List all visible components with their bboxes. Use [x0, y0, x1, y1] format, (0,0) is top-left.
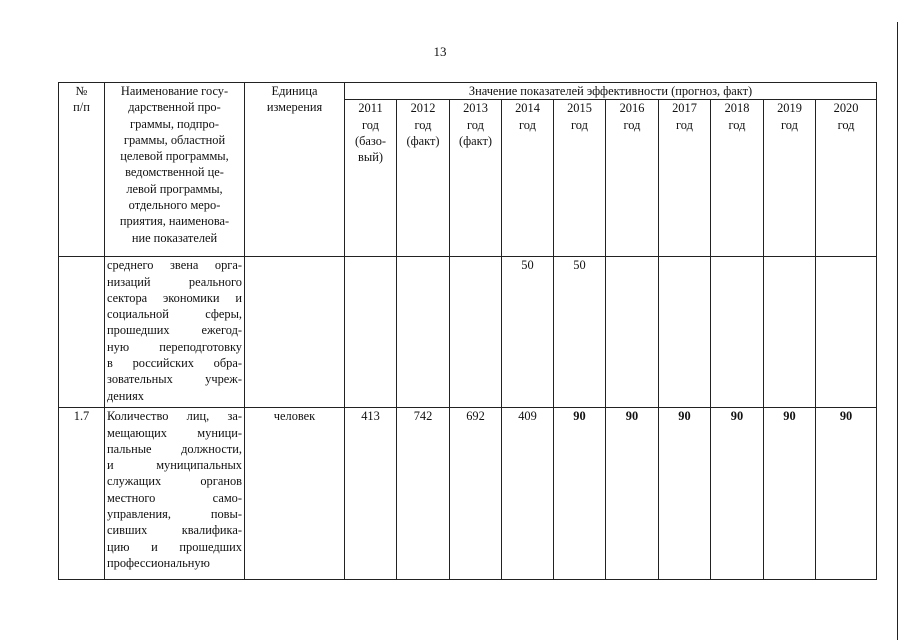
header-name-line: левой программы, — [126, 181, 223, 196]
header-num-line: № — [75, 84, 88, 98]
header-name-line: целевой программы, — [120, 149, 229, 164]
header-name-line: дарственной про- — [128, 100, 221, 115]
row-num-cell — [59, 257, 105, 408]
year-sub: год — [837, 117, 855, 132]
header-name-line: граммы, подпро- — [130, 116, 219, 131]
year-label: 2019 — [777, 101, 802, 116]
year-label: 2020 — [833, 101, 859, 116]
value-cell: 50 — [554, 257, 606, 408]
header-year-2015 — [554, 100, 606, 257]
year-sub: вый) — [358, 150, 383, 165]
header-unit-cell — [245, 83, 345, 257]
value-cell: 742 — [397, 408, 450, 580]
value-cell: 692 — [450, 408, 502, 580]
value-cell: 90 — [764, 408, 816, 580]
row-name-line: зовательных учреж- — [107, 372, 242, 387]
header-name-line: отдельного меро- — [128, 198, 221, 213]
header-values-group: Значение показателей эффективности (прогноз, факт) — [345, 83, 877, 100]
value-cell: 409 — [502, 408, 554, 580]
header-name-line: ведомственной це- — [125, 165, 224, 180]
header-year-2019 — [764, 100, 816, 257]
row-name-line: и муниципальных — [107, 458, 242, 473]
header-year-2014 — [502, 100, 554, 257]
year-sub: год — [676, 117, 693, 132]
value-cell: 90 — [816, 408, 877, 580]
row-name-line: мещающих муници- — [107, 425, 242, 440]
row-name-line: дениях — [107, 388, 144, 403]
header-name-line: граммы, областной — [123, 132, 226, 147]
row-name-cell — [105, 408, 245, 580]
header-num-line: п/п — [73, 100, 90, 115]
year-sub: год — [728, 117, 746, 132]
header-year-2012 — [397, 100, 450, 257]
row-name-line: местного само- — [107, 490, 242, 505]
row-name-line: сектора экономики и — [107, 290, 242, 305]
page-edge-line — [897, 22, 898, 640]
row-name-line: Количество лиц, за- — [107, 409, 242, 424]
row-name-line: служащих органов — [107, 474, 242, 489]
value-cell: 90 — [606, 408, 659, 580]
row-name-line: прошедших ежегод- — [107, 323, 242, 338]
table-row — [59, 257, 877, 408]
page-number: 13 — [433, 44, 447, 59]
year-label: 2016 — [619, 101, 645, 116]
value-cell: 90 — [711, 408, 764, 580]
header-num-cell — [59, 83, 105, 257]
header-unit-line: измерения — [266, 100, 323, 115]
header-year-2018 — [711, 100, 764, 257]
value-cell: 90 — [554, 408, 606, 580]
header-name-cell — [105, 83, 245, 257]
row-unit-cell: человек — [245, 408, 345, 580]
year-sub: (факт) — [406, 133, 440, 148]
year-label: 2018 — [724, 101, 750, 116]
row-unit-cell — [245, 257, 345, 408]
year-label: 2013 — [463, 101, 488, 116]
header-name-line: Наименование госу- — [120, 84, 229, 98]
year-sub: год — [362, 117, 379, 132]
row-name-line: цию и прошедших — [107, 539, 242, 554]
row-name-line: ную переподготовку — [107, 339, 242, 354]
row-name-line: социальной сферы, — [107, 307, 242, 322]
value-cell: 90 — [659, 408, 711, 580]
header-year-2016 — [606, 100, 659, 257]
header-year-2013 — [450, 100, 502, 257]
value-cell — [345, 257, 397, 408]
header-year-2011 — [345, 100, 397, 257]
year-sub: год — [571, 117, 588, 132]
header-name-line: ние показателей — [131, 230, 218, 245]
row-name-line: среднего звена орга- — [107, 258, 242, 273]
value-cell — [450, 257, 502, 408]
year-label: 2017 — [672, 101, 697, 116]
year-label: 2014 — [515, 101, 540, 116]
value-cell — [764, 257, 816, 408]
table-row — [59, 408, 877, 580]
year-sub: год — [781, 117, 798, 132]
year-sub: (факт) — [458, 133, 493, 148]
value-cell: 413 — [345, 408, 397, 580]
year-label: 2015 — [567, 101, 592, 116]
performance-indicators-table — [58, 82, 877, 580]
year-sub: год — [519, 117, 536, 132]
year-label: 2012 — [410, 101, 436, 116]
row-name-line: низаций реального — [107, 274, 242, 289]
row-name-line: профессиональную — [107, 555, 210, 570]
year-sub: (базо- — [354, 133, 387, 148]
value-cell — [659, 257, 711, 408]
row-name-line: в российских обра- — [107, 356, 242, 371]
header-unit-line: Единица — [271, 84, 318, 98]
year-label: 2011 — [358, 101, 383, 116]
value-cell: 50 — [502, 257, 554, 408]
year-sub: год — [467, 117, 484, 132]
row-num-cell: 1.7 — [59, 408, 105, 580]
year-sub: год — [414, 117, 432, 132]
value-cell — [711, 257, 764, 408]
header-year-2020 — [816, 100, 877, 257]
row-name-line: управления, повы- — [107, 507, 242, 522]
value-cell — [816, 257, 877, 408]
row-name-line: пальные должности, — [107, 441, 242, 456]
row-name-cell — [105, 257, 245, 408]
header-name-line: приятия, наименова- — [119, 214, 230, 229]
row-name-line: сивших квалифика- — [107, 523, 242, 538]
value-cell — [606, 257, 659, 408]
value-cell — [397, 257, 450, 408]
year-sub: год — [623, 117, 641, 132]
header-year-2017 — [659, 100, 711, 257]
